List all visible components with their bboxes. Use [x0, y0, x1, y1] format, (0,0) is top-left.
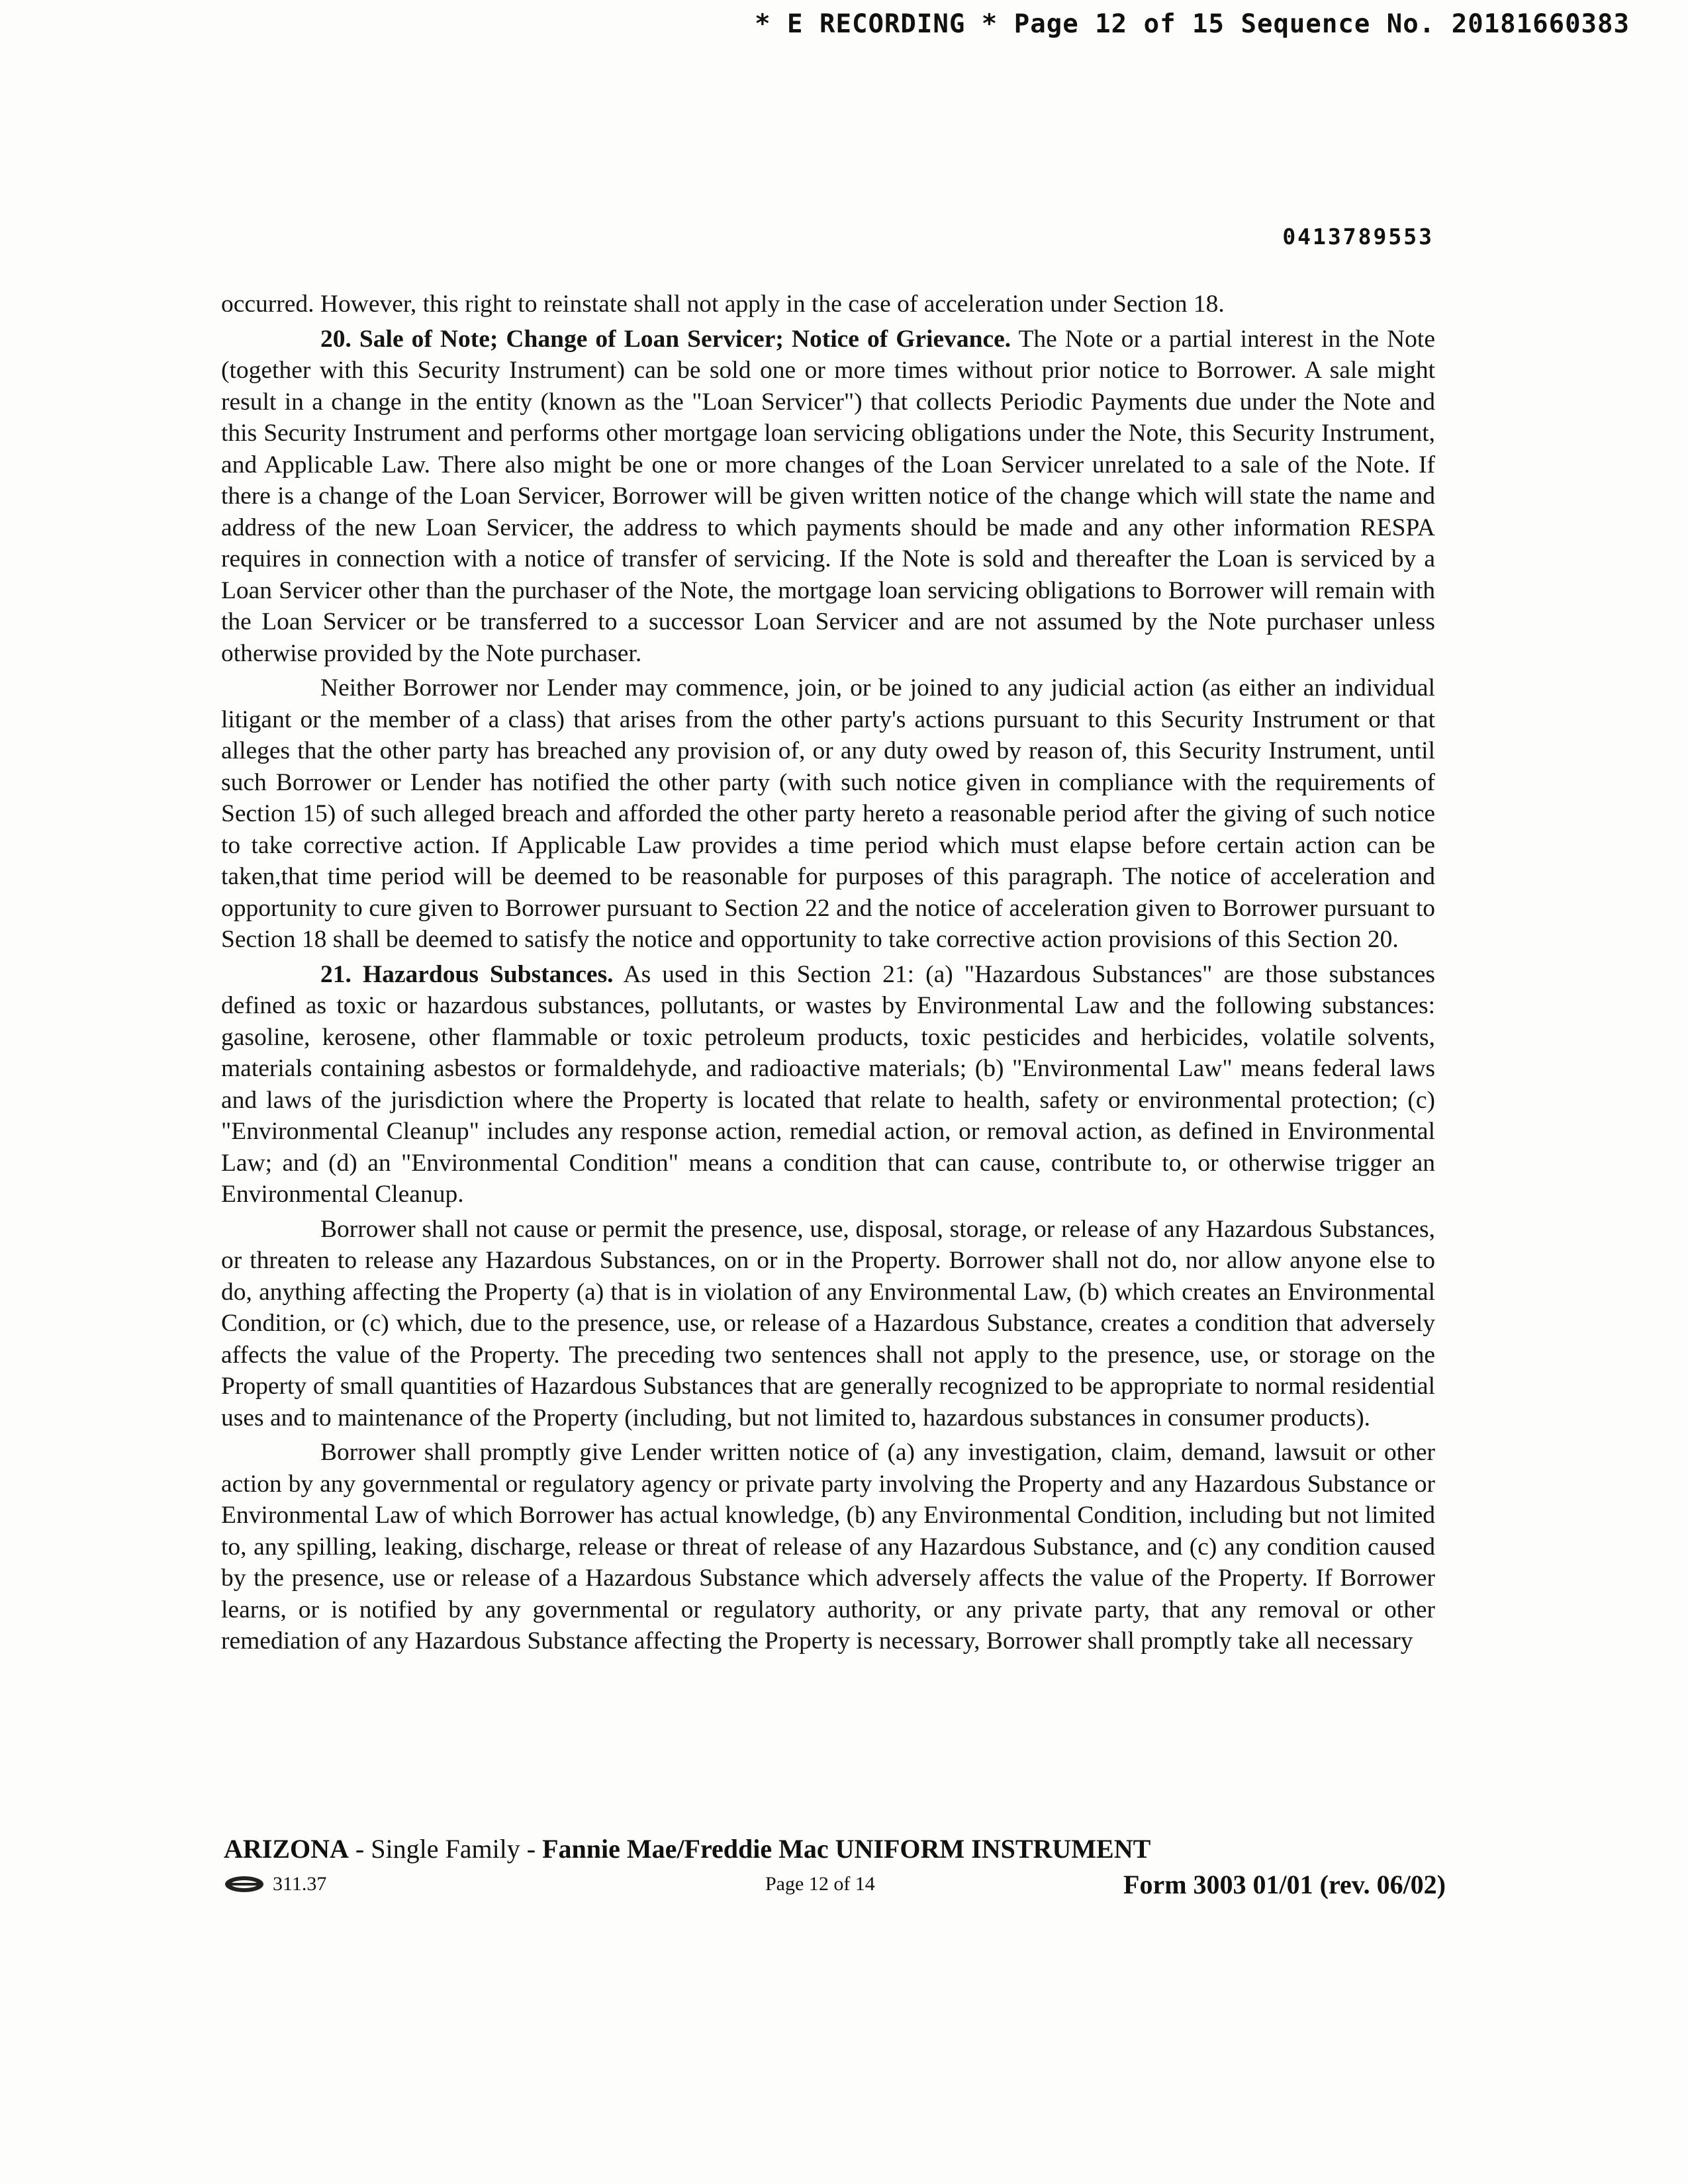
section-20-paragraph-2: Neither Borrower nor Lender may commence, join, or be joined to any judicial action (as either an individual litigant or the member of a class) that arises from the other party's actions pursuant to this Security Instrument or that alleges that the other party has breached any provision of, or any duty owed by reason of, this Security Instrument, until such Borrower or Lender has notified the other party (with such notice given in compliance with the requirements of Section 15) of such alleged breach and afforded the other party hereto a reasonable period after the giving of such notice to take corrective action. If Applicable Law provides a time period which must elapse before certain action can be taken,that time period will be deemed to be reasonable for purposes of this paragraph. The notice of acceleration and opportunity to cure given to Borrower pursuant to Section 22 and the notice of acceleration given to Borrower pursuant to Section 18 shall be deemed to satisfy the notice and opportunity to take corrective action provisions of this Section 20.	[221, 674, 1435, 953]
section-21-paragraph-3: Borrower shall promptly give Lender written notice of (a) any investigation, claim, demand, lawsuit or other action by any governmental or regulatory agency or private party involving the Property and any Hazardous Substance or Environmental Law of which Borrower has actual knowledge, (b) any Environmental Condition, including but not limited to, any spilling, leaking, discharge, release or threat of release of any Hazardous Substance, and (c) any condition caused by the presence, use or release of a Hazardous Substance which adversely affects the value of the Property. If Borrower learns, or is notified by any governmental or regulatory authority, or any private party, that any removal or other remediation of any Hazardous Substance affecting the Property is necessary, Borrower shall promptly take all necessary	[221, 1439, 1435, 1655]
section-20-paragraph	[221, 324, 1435, 670]
section-21-paragraph-2: Borrower shall not cause or permit the presence, use, disposal, storage, or release of any Hazardous Substances, or threaten to release any Hazardous Substances, on or in the Property. Borrower shall not do, nor allow anyone else to do, anything affecting the Property (a) that is in violation of any Environmental Law, (b) which creates an Environmental Condition, or (c) which, due to the presence, use, or release of a Hazardous Substance, creates a condition that adversely affects the value of the Property. The preceding two sentences shall not apply to the presence, use, or storage on the Property of small quantities of Hazardous Substances that are generally recognized to be appropriate to normal residential uses and to maintenance of the Property (including, but not limited to, hazardous substances in consumer products).	[221, 1215, 1435, 1432]
footer-row	[224, 1872, 1446, 1901]
footer-instrument: Fannie Mae/Freddie Mac UNIFORM INSTRUMENT	[542, 1834, 1151, 1864]
section-21-heading: 21. Hazardous Substances.	[320, 960, 614, 988]
loan-number: 0413789553	[1282, 224, 1434, 250]
footer-form-code: 311.37	[273, 1873, 327, 1895]
vmp-logo-icon	[224, 1874, 265, 1894]
footer-separator: - Single Family -	[348, 1834, 543, 1864]
recording-stamp: * E RECORDING * Page 12 of 15 Sequence No. 20181660383	[755, 9, 1630, 39]
section-21-paragraph	[221, 959, 1435, 1210]
section-20-text: The Note or a partial interest in the Note (together with this Security Instrument) can be sold one or more times without prior notice to Borrower. A sale might result in a change in the entity (known as the "Loan Servicer") that collects Periodic Payments due under the Note and this Security Instrument and performs other mortgage loan servicing obligations under the Note, this Security Instrument, and Applicable Law. There also might be one or more changes of the Loan Servicer unrelated to a sale of the Note. If there is a change of the Loan Servicer, Borrower will be given written notice of the change which will state the name and address of the new Loan Servicer, the address to which payments should be made and any other information RESPA requires in connection with a notice of transfer of servicing. If the Note is sold and thereafter the Loan is serviced by a Loan Servicer other than the purchaser of the Note, the mortgage loan servicing obligations to Borrower will remain with the Loan Servicer or be transferred to a successor Loan Servicer and are not assumed by the Note purchaser unless otherwise provided by the Note purchaser.	[221, 325, 1435, 667]
section-20-heading: 20. Sale of Note; Change of Loan Servicer; Notice of Grievance.	[320, 325, 1011, 353]
footer-page-number: Page 12 of 14	[765, 1873, 875, 1895]
footer-instrument-title	[224, 1833, 1150, 1864]
footer-state: ARIZONA	[224, 1834, 349, 1864]
section-21-text: As used in this Section 21: (a) "Hazardous Substances" are those substances defined as toxic or hazardous substances, pollutants, or wastes by Environmental Law and the following substances: gasoline, kerosene, other flammable or toxic petroleum products, toxic pesticides and herbicides, volatile solvents, materials containing asbestos or formaldehyde, and radioactive materials; (b) "Environmental Law" means federal laws and laws of the jurisdiction where the Property is located that relate to health, safety or environmental protection; (c) "Environmental Cleanup" includes any response action, remedial action, or removal action, as defined in Environmental Law; and (d) an "Environmental Condition" means a condition that can cause, contribute to, or otherwise trigger an Environmental Cleanup.	[221, 960, 1435, 1208]
footer-form-number: Form 3003 01/01 (rev. 06/02)	[1123, 1870, 1446, 1899]
continuation-paragraph: occurred. However, this right to reinstate shall not apply in the case of acceleration under Section 18.	[221, 291, 1225, 318]
document-body	[221, 289, 1435, 1661]
